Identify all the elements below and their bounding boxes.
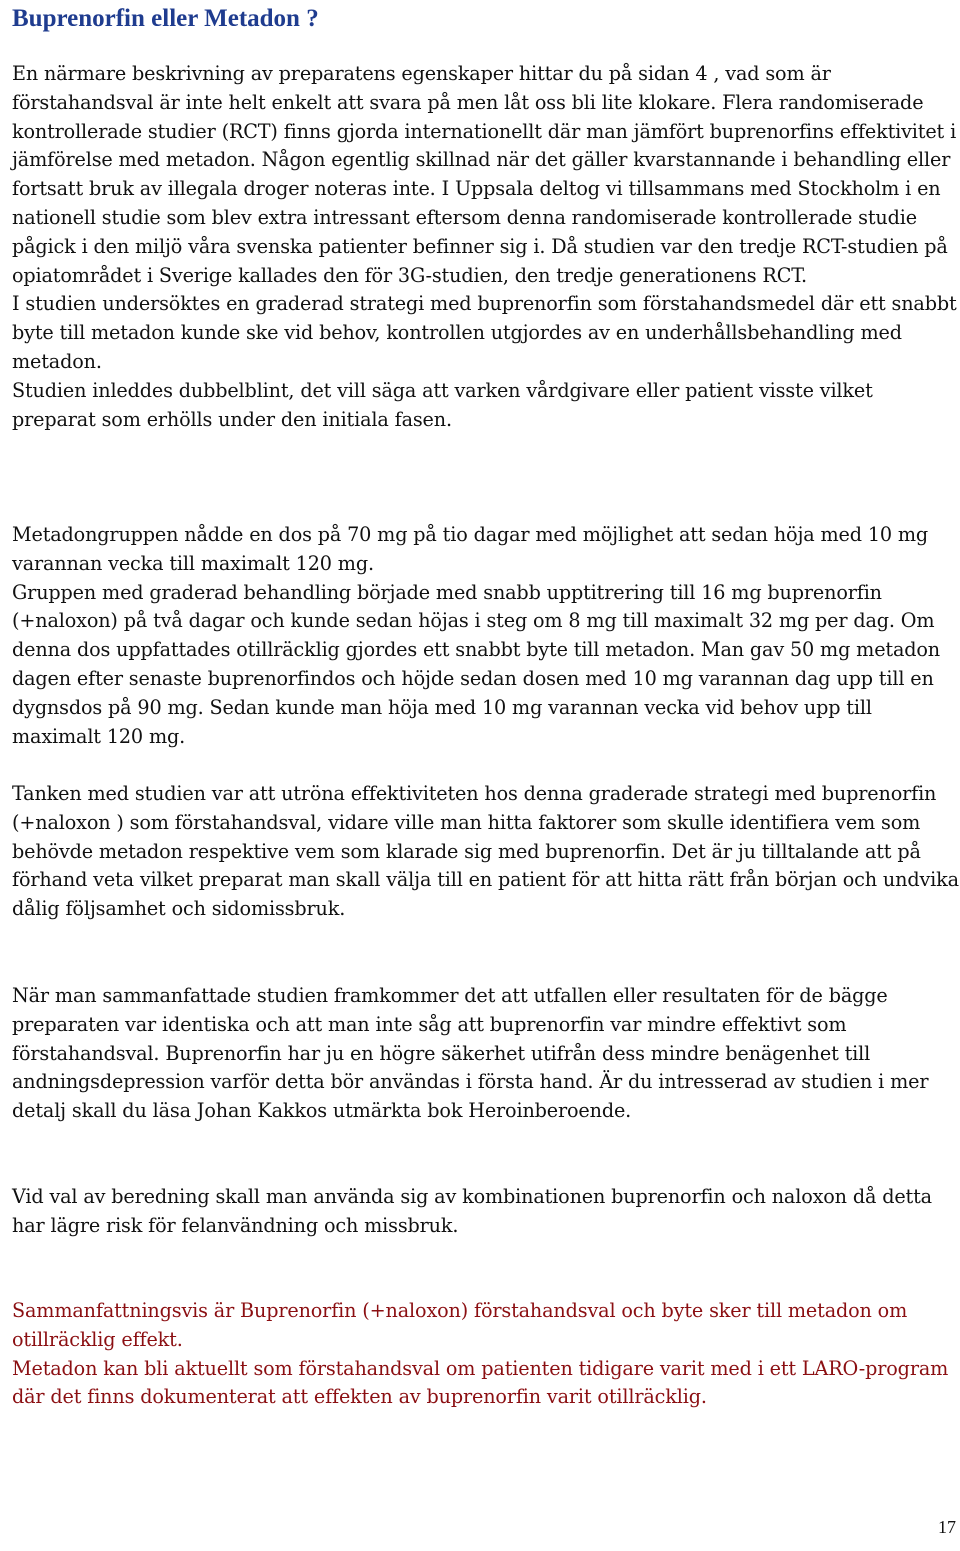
study-purpose-paragraph: Tanken med studien var att utröna effektiviteten hos denna graderade strategi med buprenorfin (+naloxon ) som förstahandsval, vidare ville man hitta faktorer som skulle identifiera vem som behövde metadon respektive vem som klarade sig med buprenorfin. Det är ju tilltalande att på förhand veta vilket preparat man skall välja till en patient för att hitta rätt från början och undvika dålig följsamhet och sidomissbruk. xyxy=(12,782,959,921)
formulation-section xyxy=(12,1183,960,1241)
study-purpose-section xyxy=(12,780,960,924)
formulation-paragraph: Vid val av beredning skall man använda sig av kombinationen buprenorfin och naloxon då detta har lägre risk för felanvändning och missbruk. xyxy=(12,1185,932,1237)
summary-section xyxy=(12,1297,960,1412)
graded-treatment-paragraph: Gruppen med graderad behandling började med snabb upptitrering till 16 mg buprenorfin (+naloxon) på två dagar och kunde sedan höjas i steg om 8 mg till maximalt 32 mg per dag. Om denna dos uppfattades otillräcklig gjordes ett snabbt byte till metadon. Man gav 50 mg metadon dagen efter senaste buprenorfindos och höjde sedan dosen med 10 mg varannan dag upp till en dygnsdos på 90 mg. Sedan kunde man höja med 10 mg varannan vecka vid behov upp till maximalt 120 mg. xyxy=(12,580,941,748)
methadone-dosing-paragraph: Metadongruppen nådde en dos på 70 mg på tio dagar med möjlighet att sedan höja med 10 mg varannan vecka till maximalt 120 mg. xyxy=(12,523,929,575)
summary-first-choice-paragraph: Sammanfattningsvis är Buprenorfin (+naloxon) förstahandsval och byte sker till metadon om otillräcklig effekt. xyxy=(12,1299,908,1351)
page-number: 17 xyxy=(938,1517,956,1537)
intro-section xyxy=(12,60,960,434)
dosing-section xyxy=(12,521,960,751)
summary-methadone-paragraph: Metadon kan bli aktuellt som förstahandsval om patienten tidigare varit med i ett LARO-program där det finns dokumenterat att effekten av buprenorfin varit otillräcklig. xyxy=(12,1356,949,1409)
results-section xyxy=(12,982,960,1126)
page-title: Buprenorfin eller Metadon ? xyxy=(12,5,319,32)
blinding-paragraph: Studien inleddes dubbelblint, det vill säga att varken vårdgivare eller patient visste vilket preparat som erhölls under den initiala fasen. xyxy=(12,378,873,431)
results-paragraph: När man sammanfattade studien framkommer det att utfallen eller resultaten för de bägge preparaten var identiska och att man inte såg att buprenorfin var mindre effektivt som förstahandsval. Buprenorfin har ju en högre säkerhet utifrån dess mindre benägenhet till andningsdepression varför detta bör användas i första hand. Är du intresserad av studien i mer detalj skall du läsa Johan Kakkos utmärkta bok Heroinberoende. xyxy=(12,984,929,1123)
study-design-paragraph: I studien undersöktes en graderad strategi med buprenorfin som förstahandsmedel där ett snabbt byte till metadon kunde ske vid behov, kontrollen utgjordes av en underhållsbehandling med metadon. xyxy=(12,292,957,373)
intro-paragraph: En närmare beskrivning av preparatens egenskaper hittar du på sidan 4 , vad som är förstahandsval är inte helt enkelt att svara på men låt oss bli lite klokare. Flera randomiserade kontrollerade studier (RCT) finns gjorda internationellt där man jämfört buprenorfins effektivitet i jämförelse med metadon. Någon egentlig skillnad när det gäller kvarstannande i behandling eller fortsatt bruk av illegala droger noteras inte. I Uppsala deltog vi tillsammans med Stockholm i en nationell studie som blev extra intressant eftersom denna randomiserade kontrollerade studie pågick i den miljö våra svenska patienter befinner sig i. Då studien var den tredje RCT-studien på opiatområdet i Sverige kallades den för 3G-studien, den tredje generationens RCT. xyxy=(12,62,957,287)
